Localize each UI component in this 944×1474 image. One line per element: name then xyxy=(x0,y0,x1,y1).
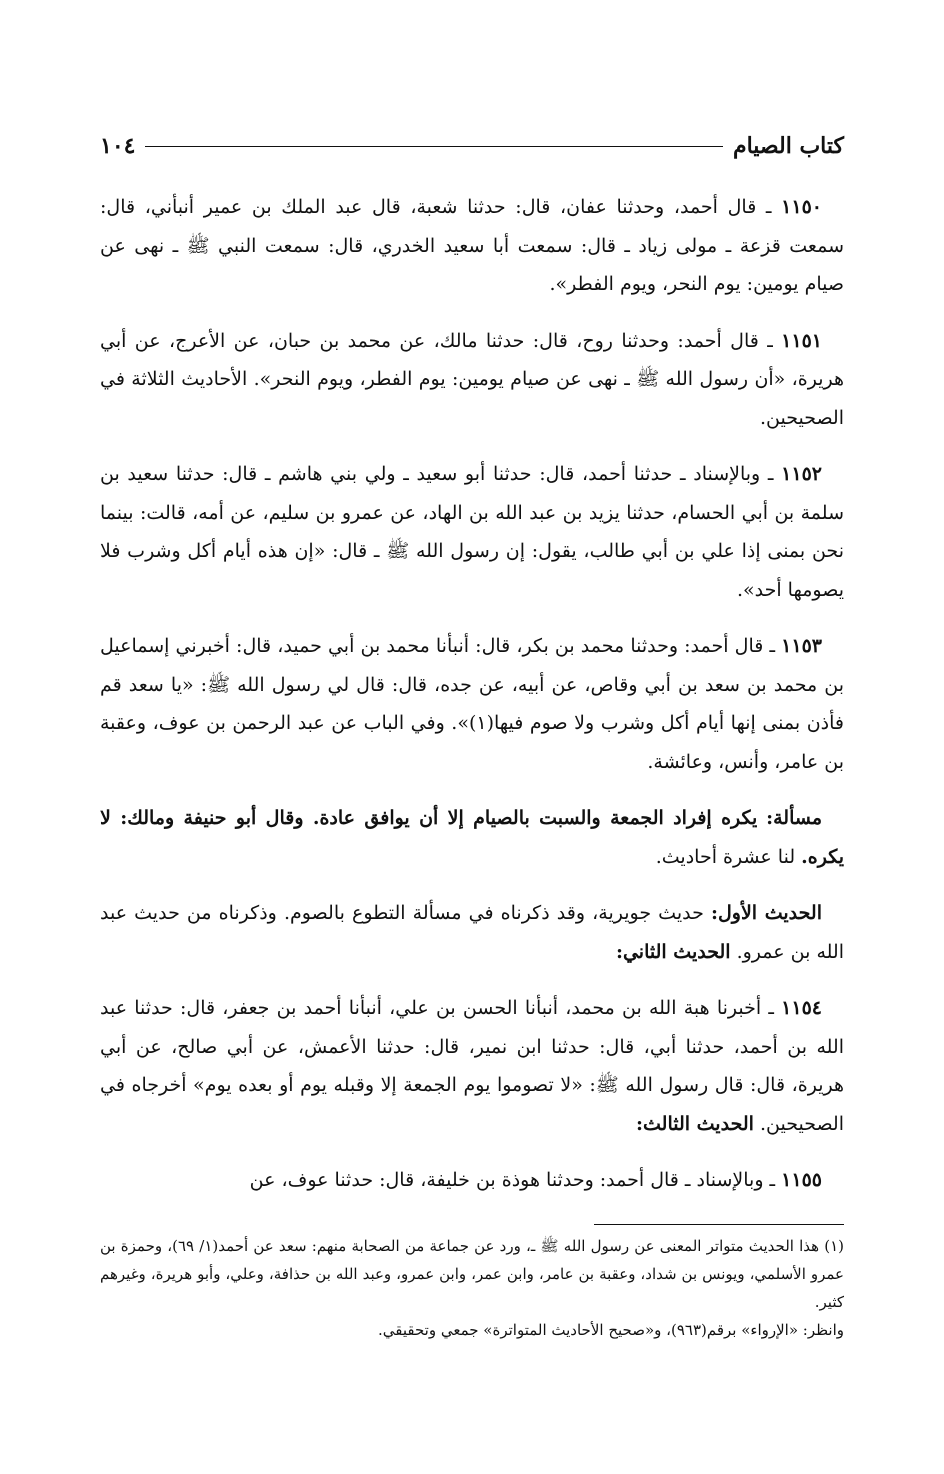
page-number: ١٠٤ xyxy=(100,133,136,159)
main-text xyxy=(100,188,844,1218)
hadith-number: ١١٥٢ xyxy=(781,463,822,485)
footnotes xyxy=(100,1232,844,1344)
hadith-paragraph xyxy=(100,322,844,438)
hadith-number: ١١٥٤ xyxy=(781,997,822,1019)
hadith-paragraph xyxy=(100,627,844,781)
hadith-text: ـ قال أحمد: وحدثنا محمد بن بكر، قال: أنبأنا محمد بن أبي حميد، قال: أخبرني إسماعيل بن محمد بن سعد بن أبي وقاص، عن أبيه، عن جده، قال: قال لي رسول الله ﷺ: «يا سعد قم فأذن بمنى إنها أيام أكل وشرب ولا صوم فيها(١)». وفي الباب عن عبد الرحمن بن عوف، وعقبة بن عامر، وأنس، وعائشة. xyxy=(100,635,844,773)
hadith-first-paragraph xyxy=(100,894,844,971)
masala-text: لنا عشرة أحاديث. xyxy=(655,845,796,868)
header-rule xyxy=(145,146,723,147)
hadith-text: ـ أخبرنا هبة الله بن محمد، أنبأنا الحسن بن علي، أنبأنا أحمد بن جعفر، قال: حدثنا عبد الله بن أحمد، حدثنا أبي، قال: حدثنا ابن نمير، قال: حدثنا الأعمش، عن أبي صالح، عن أبي هريرة، قال: قال رسول الله ﷺ: «لا تصوموا يوم الجمعة إلا وقبله يوم أو بعده يوم» أخرجاه في الصحيحين. xyxy=(100,997,844,1135)
masala-label: مسألة: xyxy=(766,807,822,829)
hadith-number: ١١٥١ xyxy=(781,329,822,352)
masala-ruling: يكره إفراد الجمعة والسبت بالصيام إلا أن يوافق عادة. وقال أبو حنيفة ومالك: لا يكره. xyxy=(100,807,844,868)
hadith-number: ١١٥٣ xyxy=(781,635,822,657)
hadith-first-text: حديث جويرية، وقد ذكرناه في مسألة التطوع بالصوم. وذكرناه من حديث عبد الله بن عمرو. xyxy=(100,902,844,963)
hadith-number: ١١٥٥ xyxy=(781,1169,822,1191)
hadith-second-label: الحديث الثاني: xyxy=(615,940,731,963)
hadith-third-label: الحديث الثالث: xyxy=(635,1112,754,1135)
hadith-text: ـ وبالإسناد ـ حدثنا أحمد، قال: حدثنا أبو سعيد ـ ولي بني هاشم ـ قال: حدثنا سعيد بن سلمة بن أبي الحسام، حدثنا يزيد بن عبد الله بن الهاد، عن عمرو بن سليم، عن أمه، قالت: بينما نحن بمنى إذا علي بن أبي طالب، يقول: إن رسول الله ﷺ ـ قال: «إن هذه أيام أكل وشرب فلا يصومها أحد». xyxy=(100,463,844,601)
masala-paragraph xyxy=(100,799,844,876)
hadith-text: ـ قال أحمد، وحدثنا عفان، قال: حدثنا شعبة، قال عبد الملك بن عمير أنبأني، قال: سمعت قزعة ـ مولى زياد ـ قال: سمعت أبا سعيد الخدري، قال: سمعت النبي ﷺ ـ نهى عن صيام يومين: يوم النحر، ويوم الفطر». xyxy=(100,196,844,295)
hadith-paragraph xyxy=(100,188,844,304)
hadith-paragraph xyxy=(100,989,844,1143)
hadith-paragraph xyxy=(100,455,844,609)
hadith-number: ١١٥٠ xyxy=(781,196,822,218)
hadith-paragraph xyxy=(100,1161,844,1200)
book-title: كتاب الصيام xyxy=(732,133,844,159)
footnote-continuation: وانظر: «الإرواء» برقم(٩٦٣)، و«صحيح الأحاديث المتواترة» جمعي وتحقيقي. xyxy=(378,1321,844,1339)
footnote-rule xyxy=(594,1224,844,1225)
running-header xyxy=(100,128,844,164)
hadith-text: ـ وبالإسناد ـ قال أحمد: وحدثنا هوذة بن خليفة، قال: حدثنا عوف، عن xyxy=(249,1169,776,1191)
hadith-first-label: الحديث الأول: xyxy=(710,902,822,924)
footnote: (١) هذا الحديث متواتر المعنى عن رسول الله ﷺ ـ، ورد عن جماعة من الصحابة منهم: سعد عن أحمد(١/ ٦٩)، وحمزة بن عمرو الأسلمي، ويونس بن شداد، وعقبة بن عامر، وابن عمر، وابن عمرو، وعبد الله بن حذافة، وعلي، وأبو هريرة، وغيرهم كثير. xyxy=(100,1237,844,1311)
hadith-text: ـ قال أحمد: وحدثنا روح، قال: حدثنا مالك، عن محمد بن حبان، عن الأعرج، عن أبي هريرة، «أن رسول الله ﷺ ـ نهى عن صيام يومين: يوم الفطر، ويوم النحر». الأحاديث الثلاثة في الصحيحين. xyxy=(100,329,844,429)
